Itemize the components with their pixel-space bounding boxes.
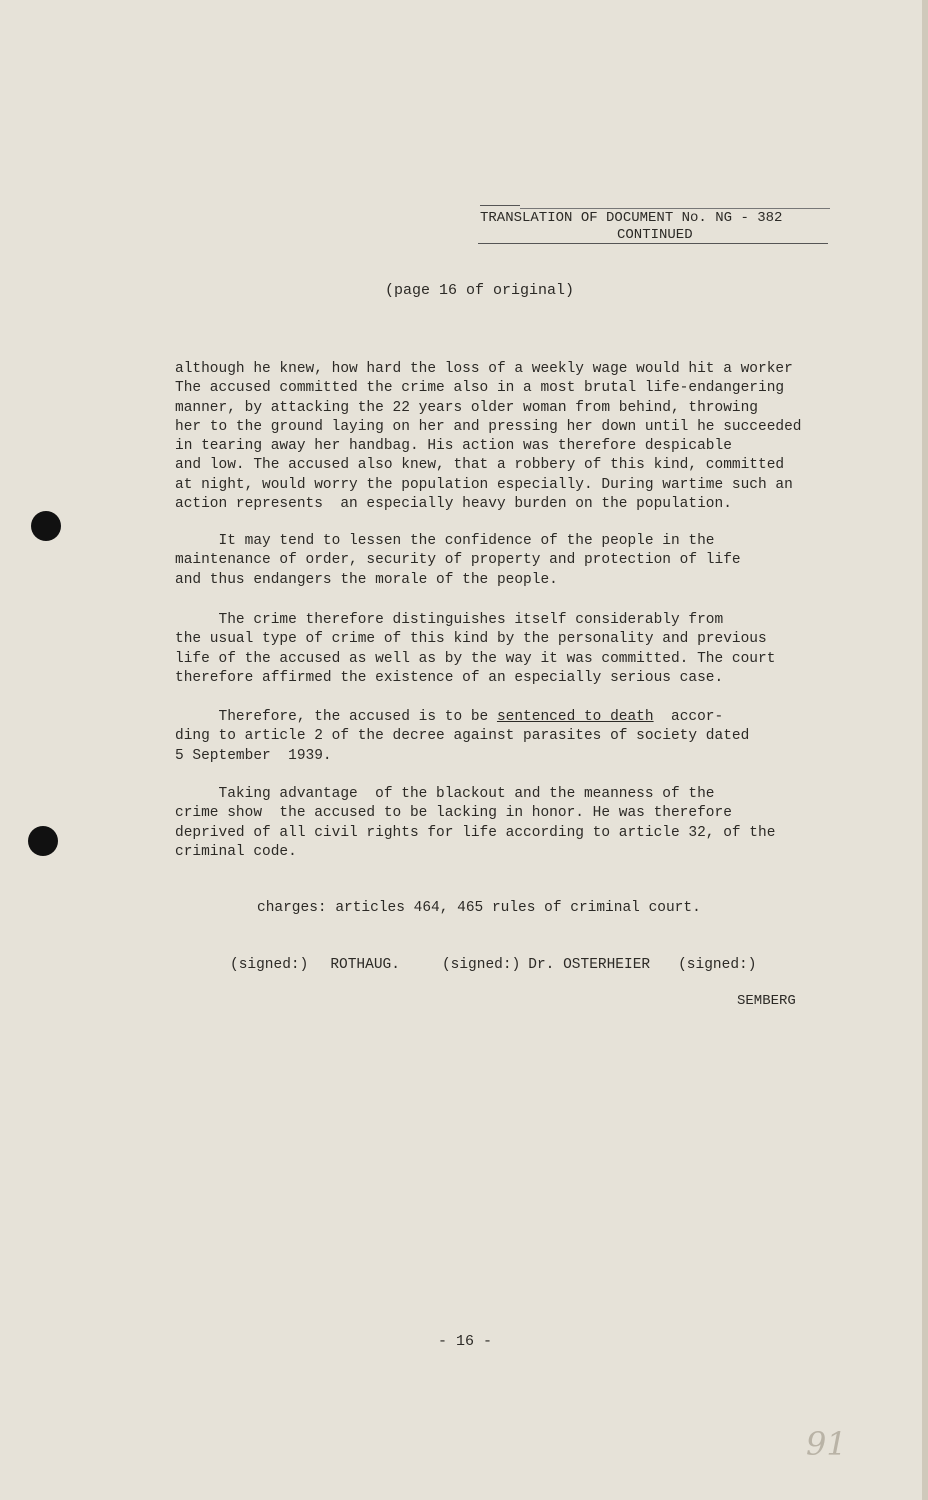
- text-line: action represents an especially heavy burden on the population.: [175, 496, 732, 513]
- text-line: in tearing away her handbag. His action was therefore despicable: [175, 438, 732, 455]
- header-continued: CONTINUED: [617, 227, 693, 243]
- paragraph-5: [175, 785, 840, 862]
- charges-line: charges: articles 464, 465 rules of criminal court.: [257, 900, 701, 916]
- handwritten-folio: 91: [806, 1425, 847, 1463]
- text-line: life of the accused as well as by the way it was committed. The court: [175, 650, 776, 667]
- text-line: at night, would worry the population especially. During wartime such an: [175, 476, 793, 493]
- paragraph-4: [175, 708, 840, 766]
- text-line: criminal code.: [175, 843, 297, 860]
- text-line: and low. The accused also knew, that a robbery of this kind, committed: [175, 457, 785, 474]
- text-line: [175, 708, 840, 727]
- text-line: manner, by attacking the 22 years older woman from behind, throwing: [175, 399, 758, 416]
- text-line: ding to article 2 of the decree against parasites of society dated: [175, 728, 750, 745]
- text-line: It may tend to lessen the confidence of the people in the: [175, 533, 715, 549]
- header-title: TRANSLATION OF DOCUMENT No. NG - 382: [480, 210, 783, 226]
- signatory-name: ROTHAUG.: [330, 957, 400, 973]
- header-underline: [478, 243, 828, 244]
- text-line: and thus endangers the morale of the people.: [175, 571, 558, 588]
- text-line: deprived of all civil rights for life according to article 32, of the: [175, 824, 776, 841]
- punch-hole-bottom: [28, 826, 58, 856]
- signed-label: (signed:): [441, 957, 521, 973]
- paragraph-2: [175, 532, 840, 590]
- text-line: The accused committed the crime also in a most brutal life-endangering: [175, 380, 785, 397]
- text-line: her to the ground laying on her and pressing her down until he succeeded: [175, 418, 802, 435]
- signed-label: (signed:): [678, 957, 757, 973]
- punch-hole-top: [31, 511, 61, 541]
- text-line: The crime therefore distinguishes itself considerably from: [175, 612, 724, 628]
- text-line: crime show the accused to be lacking in honor. He was therefore: [175, 805, 732, 822]
- text-line: 5 September 1939.: [175, 747, 332, 764]
- text-fragment: accor-: [653, 709, 724, 725]
- signed-label: (signed:): [230, 957, 309, 973]
- text-line: maintenance of order, security of property and protection of life: [175, 552, 741, 569]
- text-line: although he knew, how hard the loss of a weekly wage would hit a worker: [175, 361, 793, 377]
- text-fragment: Therefore, the accused is to be: [175, 709, 497, 725]
- text-line: therefore affirmed the existence of an especially serious case.: [175, 669, 724, 686]
- page-number: - 16 -: [438, 1333, 493, 1350]
- signatory-name: SEMBERG: [737, 993, 796, 1009]
- page-reference: (page 16 of original): [385, 282, 575, 299]
- text-line: Taking advantage of the blackout and the meanness of the: [175, 786, 715, 802]
- header-rule: [520, 208, 830, 209]
- text-line: the usual type of crime of this kind by the personality and previous: [175, 631, 767, 648]
- paragraph-3: [175, 611, 840, 688]
- signature-block: [230, 957, 756, 973]
- header-rule: [480, 205, 520, 206]
- page-edge: [922, 0, 928, 1500]
- sentence-emphasis: sentenced to death: [496, 709, 654, 725]
- document-header: [480, 210, 830, 244]
- paragraph-1: [175, 360, 840, 514]
- signatory-name: Dr. OSTERHEIER: [528, 957, 651, 973]
